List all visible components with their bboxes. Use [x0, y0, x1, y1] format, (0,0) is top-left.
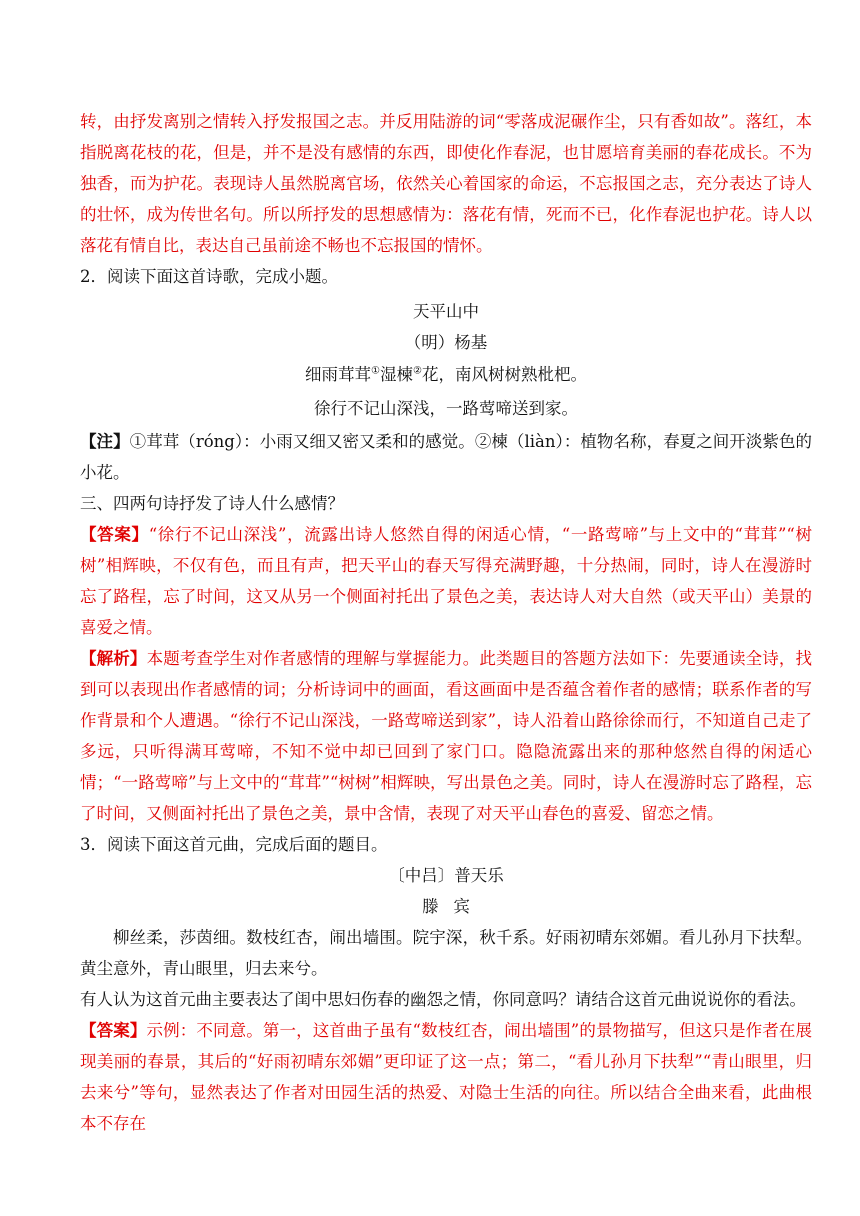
- question-2-analysis: [80, 643, 812, 829]
- note-marker-2: ②: [413, 365, 422, 377]
- question-3-answer: [80, 1015, 812, 1139]
- answer-tag: 【答案】: [80, 525, 149, 544]
- poem-author: （明）杨基: [404, 333, 488, 352]
- poem-line-2: 徐行不记山深浅，一路莺啼送到家。: [314, 399, 578, 418]
- note-marker-1: ①: [371, 365, 380, 377]
- poem-line-1-part-c: 花，南风树树熟枇杷。: [421, 365, 587, 384]
- question-2-answer: [80, 519, 812, 643]
- poem-line-1-part-a: 细雨茸茸: [305, 365, 372, 384]
- question-2-prompt: 2．阅读下面这首诗歌，完成小题。: [80, 267, 338, 286]
- document-page: [80, 106, 812, 1139]
- question-3-prompt: 3．阅读下面这首元曲，完成后面的题目。: [80, 835, 388, 854]
- qu-text: 柳丝柔，莎茵细。数枝红杏，闹出墙围。院宇深，秋千系。好雨初晴东郊媚。看儿孙月下扶犁。黄尘意外，青山眼里，归去来兮。: [80, 928, 812, 978]
- note-tag: 【注】: [80, 432, 130, 451]
- note-text: ①茸茸（róng）：小雨又细又密又柔和的感觉。②楝（liàn）：植物名称，春夏之间开淡紫色的小花。: [80, 432, 812, 482]
- poem-line-1-part-b: 湿楝: [380, 365, 413, 384]
- analysis-text: 本题考查学生对作者感情的理解与掌握能力。此类题目的答题方法如下：先要通读全诗，找到可以表现出作者感情的词；分析诗词中的画面，看这画面中是否蕴含着作者的感情；联系作者的写作背景和个人遭遇。“徐行不记山深浅，一路莺啼送到家”，诗人沿着山路徐徐而行，不知道自己走了多远，只听得满耳莺啼，不知不觉中却已回到了家门口。隐隐流露出来的那种悠然自得的闲适心情；“一路莺啼”与上文中的“茸茸”“树树”相辉映，写出景色之美。同时，诗人在漫游时忘了路程，忘了时间，又侧面衬托出了景色之美，景中含情，表现了对天平山春色的喜爱、留恋之情。: [80, 649, 813, 823]
- qu-author-name: 滕宾: [422, 897, 485, 916]
- analysis-tag: 【解析】: [80, 649, 147, 668]
- answer-text: 示例：不同意。第一，这首曲子虽有“数枝红杏，闹出墙围”的景物描写，但这只是作者在展现美丽的春景，其后的“好雨初晴东郊媚”更印证了这一点；第二，“看儿孙月下扶犁”“青山眼里，归去来兮”等句，显然表达了作者对田园生活的热爱、对隐士生活的向往。所以结合全曲来看，此曲根本不存在: [80, 1021, 812, 1133]
- poem-title: 天平山中: [413, 302, 479, 321]
- poem-note: [80, 426, 812, 488]
- qu-author: [80, 891, 812, 922]
- poem-line-1: [80, 358, 812, 392]
- qu-title: 〔中吕〕普天乐: [388, 866, 504, 885]
- answer-tag: 【答案】: [80, 1021, 147, 1040]
- answer-text: “徐行不记山深浅”，流露出诗人悠然自得的闲适心情，“一路莺啼”与上文中的“茸茸”“树树”相辉映，不仅有色，而且有声，把天平山的春天写得充满野趣，十分热闹，同时，诗人在漫游时忘了路程，忘了时间，这又从另一个侧面衬托出了景色之美，表达诗人对大自然（或天平山）美景的喜爱之情。: [80, 525, 812, 637]
- question-3-question: 有人认为这首元曲主要表达了闺中思妇伤春的幽怨之情，你同意吗？请结合这首元曲说说你的看法。: [80, 990, 806, 1009]
- question-2-question: 三、四两句诗抒发了诗人什么感情？: [80, 494, 344, 513]
- previous-analysis-text: 转，由抒发离别之情转入抒发报国之志。并反用陆游的词“零落成泥碾作尘，只有香如故”。落红，本指脱离花枝的花，但是，并不是没有感情的东西，即使化作春泥，也甘愿培育美丽的春花成长。不为独香，而为护花。表现诗人虽然脱离官场，依然关心着国家的命运，不忘报国之志，充分表达了诗人的壮怀，成为传世名句。所以所抒发的思想感情为：落花有情，死而不已，化作春泥也护花。诗人以落花有情自比，表达自己虽前途不畅也不忘报国的情怀。: [80, 112, 812, 255]
